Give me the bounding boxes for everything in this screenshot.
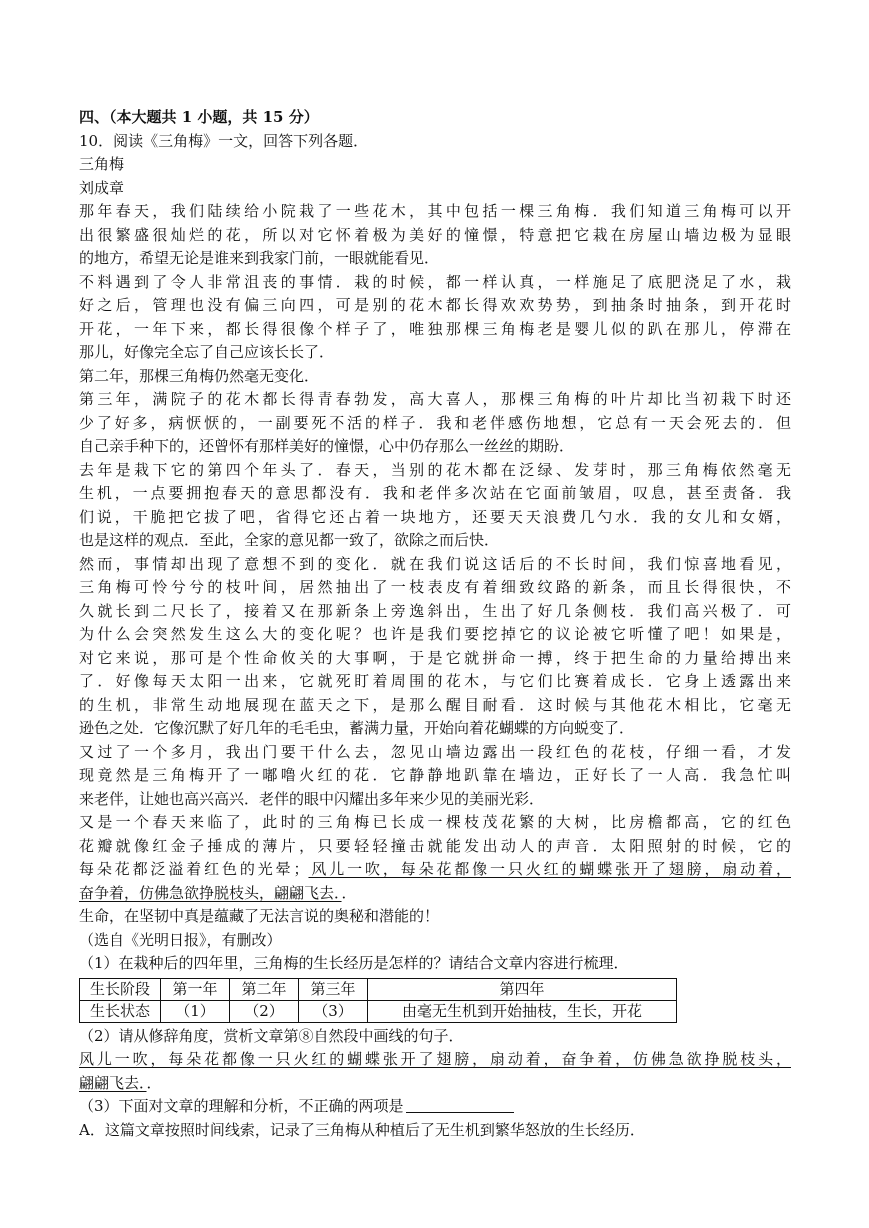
article-line: 对它来说，那可是个性命攸关的大事啊，于是它就拼命一搏，终于把生命的力量给搏出来	[79, 648, 791, 667]
paragraph8-text: ．	[341, 883, 357, 902]
article-line: 生机，一点要拥抱春天的意思都没有．我和老伴多次站在它面前皱眉，叹息，甚至责备．我	[79, 484, 791, 502]
table-row	[80, 1000, 677, 1022]
article-line: 的生机，非常生动地展现在蓝天之下，是那么醒目耐看．这时候与其他花木相比，它毫无	[79, 695, 791, 714]
article-line: 们说，干脆把它拔了吧，省得它还占着一块地方，还要天天浪费几勺水．我的女儿和女婿，	[79, 507, 791, 526]
article-line: 出很繁盛很灿烂的花，所以对它怀着极为美好的憧憬，特意把它栽在房屋山墙边极为显眼	[79, 225, 791, 244]
article-line: 那年春天，我们陆续给小院栽了一些花木，其中包括一棵三角梅．我们知道三角梅可以开	[79, 202, 791, 220]
q3-option-a: A．这篇文章按照时间线索，记录了三角梅从种植后了无生机到繁华怒放的生长经历．	[79, 1120, 645, 1139]
growth-table	[79, 978, 677, 1023]
section-heading: 四、（本大题共 1 小题，共 15 分）	[79, 108, 319, 126]
article-line: 现竟然是三角梅开了一嘟噜火红的花．它静静地趴靠在墙边，正好长了一人高．我急忙叫	[79, 766, 791, 784]
article-line: 又是一个春天来临了，此时的三角梅已长成一棵枝茂花繁的大树，比房檐都高，它的红色	[79, 813, 791, 831]
table-header-cell: 第一年	[161, 978, 230, 1000]
article-line: 自己亲手种下的，还曾怀有那样美好的憧憬，心中仍存那么一丝丝的期盼．	[79, 437, 575, 455]
underlined-sentence: 风儿一吹，每朵花都像一只火红的蝴蝶张开了翅膀，扇动着，	[308, 860, 791, 878]
table-row	[80, 978, 677, 1000]
q2-quote-end	[79, 1072, 791, 1096]
quote-tail: ．	[146, 1073, 162, 1092]
article-title: 三角梅	[79, 155, 125, 173]
answer-blank-1[interactable]: （1）	[161, 1000, 230, 1022]
q2-prompt: （2）请从修辞角度，赏析文章第⑧自然段中画线的句子．	[79, 1026, 464, 1045]
underlined-sentence: 奋争着，仿佛急欲挣脱枝头，翩翩飞去．	[79, 883, 342, 902]
question-intro: 10．阅读《三角梅》一文，回答下列各题．	[79, 131, 369, 150]
article-line: 开花，一年下来，都长得很像个样子了，唯独那棵三角梅老是婴儿似的趴在那儿，停滞在	[79, 319, 791, 338]
article-line	[79, 858, 791, 882]
answer-blank-3[interactable]: （3）	[299, 1000, 368, 1022]
paragraph8-text: 每朵花都泛溢着红色的光晕；	[79, 860, 309, 878]
table-header-cell: 第二年	[230, 978, 299, 1000]
article-closing: 生命，在坚韧中真是蕴藏了无法言说的奥秘和潜能的！	[79, 907, 440, 925]
article-author: 刘成章	[79, 178, 125, 197]
q3-line	[79, 1095, 791, 1119]
article-line: 来老伴，让她也高兴高兴．老伴的眼中闪耀出多年来少见的美丽光彩．	[79, 789, 545, 808]
underlined-sentence: 翩翩飞去．	[79, 1073, 147, 1092]
table-header-cell: 生长阶段	[80, 978, 161, 1000]
article-line: 也是这样的观点．至此，全家的意见都一致了，欲除之而后快．	[79, 531, 500, 549]
article-line: 好之后，管理也没有偏三向四，可是别的花木都长得欢欢势势，到抽条时抽条，到开花时	[79, 296, 791, 314]
article-line: 为什么会突然发生这么大的变化呢？也许是我们要挖掉它的议论被它听懂了吧！如果是，	[79, 625, 791, 643]
article-line: 了．好像每天太阳一出来，它就死盯着周围的花木，与它们比赛着成长．它身上透露出来	[79, 672, 791, 690]
article-line: 又过了一个多月，我出门要干什么去，忽见山墙边露出一段红色的花枝，仔细一看，才发	[79, 742, 791, 761]
q2-quote: 风儿一吹，每朵花都像一只火红的蝴蝶张开了翅膀，扇动着，奋争着，仿佛急欲挣脱枝头，	[79, 1050, 791, 1068]
q1-prompt: （1）在栽种后的四年里，三角梅的生长经历是怎样的？请结合文章内容进行梳理．	[79, 954, 629, 972]
article-line: 然而，事情却出现了意想不到的变化．就在我们说这话后的不长时间，我们惊喜地看见，	[79, 554, 791, 573]
article-body	[79, 200, 791, 858]
article-line	[79, 882, 791, 906]
article-line: 去年是栽下它的第四个年头了．春天，当别的花木都在泛绿、发芽时，那三角梅依然毫无	[79, 460, 791, 479]
article-line: 少了好多，病恹恹的，一副要死不活的样子．我和老伴感伤地想，它总有一天会死去的．但	[79, 413, 791, 432]
table-header-cell: 第四年	[368, 978, 677, 1000]
exam-page	[79, 106, 791, 1142]
article-line: 不料遇到了令人非常沮丧的事情．栽的时候，都一样认真，一样施足了底肥浇足了水，栽	[79, 272, 791, 291]
article-line: 的地方，希望无论是谁来到我家门前，一眼就能看见．	[79, 249, 440, 267]
answer-blank-q3[interactable]	[406, 1096, 514, 1113]
table-row-label: 生长状态	[80, 1000, 161, 1022]
q3-prompt: （3）下面对文章的理解和分析，不正确的两项是	[79, 1097, 404, 1115]
article-line: 那儿，好像完全忘了自己应该长长了．	[79, 343, 335, 361]
answer-blank-2[interactable]: （2）	[230, 1000, 299, 1022]
table-header-cell: 第三年	[299, 978, 368, 1000]
article-line: 逊色之处．它像沉默了好几年的毛毛虫，蓄满力量，开始向着花蝴蝶的方向蜕变了．	[79, 719, 635, 737]
article-line: 花瓣就像红金子捶成的薄片，只要轻轻撞击就能发出动人的声音．太阳照射的时候，它的	[79, 836, 791, 855]
article-line: 久就长到二尺长了，接着又在那新条上旁逸斜出，生出了好几条侧枝．我们高兴极了．可	[79, 601, 791, 620]
article-source: （选自《光明日报》，有删改）	[79, 930, 282, 949]
article-line: 三角梅可怜兮兮的枝叶间，居然抽出了一枝表皮有着细致纹路的新条，而且长得很快，不	[79, 578, 791, 596]
article-line: 第二年，那棵三角梅仍然毫无变化．	[79, 366, 320, 385]
table-cell: 由毫无生机到开始抽枝，生长，开花	[368, 1000, 677, 1022]
article-line: 第三年，满院子的花木都长得青春勃发，高大喜人，那棵三角梅的叶片却比当初栽下时还	[79, 390, 791, 408]
